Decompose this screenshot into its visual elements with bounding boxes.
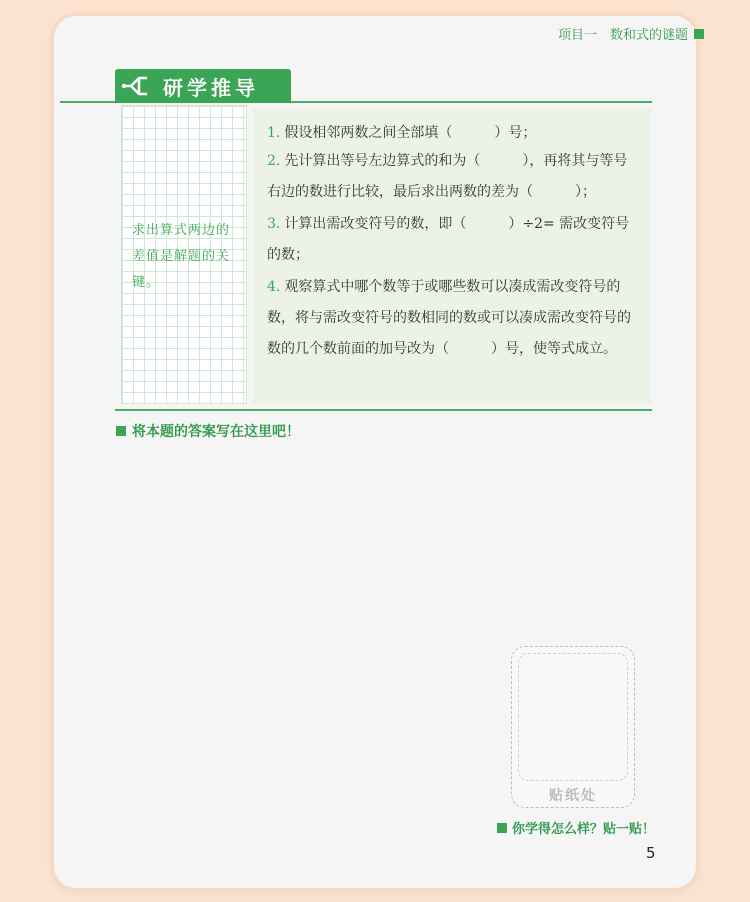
section-title-tab <box>115 69 291 103</box>
step-number: 1. <box>267 125 281 141</box>
steps-panel <box>253 108 651 404</box>
sticker-frame <box>518 653 628 781</box>
step-text: 计算出需改变符号的数，即（ ）÷2= 需改变符号的数； <box>267 216 630 263</box>
sticker-area[interactable] <box>511 646 635 808</box>
page-header <box>558 24 704 43</box>
step-number: 3. <box>267 216 281 232</box>
step-text: 假设相邻两数之间全部填（ ）号； <box>284 125 537 141</box>
header-square-icon <box>694 29 704 39</box>
step-number: 4. <box>267 279 281 295</box>
prompt-square-icon <box>116 426 126 436</box>
page-number: 5 <box>646 844 656 862</box>
section-title: 研学推导 <box>163 75 259 100</box>
feedback-text: 你学得怎么样？贴一贴！ <box>512 822 656 837</box>
step-number: 2. <box>267 153 281 169</box>
side-note: 求出算式两边的差值是解题的关键。 <box>132 223 231 290</box>
step-item <box>267 118 639 149</box>
step-item <box>267 209 639 271</box>
header-title: 项目一 数和式的谜题 <box>557 28 688 43</box>
section-divider-bottom <box>115 409 652 411</box>
step-item <box>267 272 639 365</box>
step-item <box>267 146 639 208</box>
sticker-label: 贴纸处 <box>549 788 597 804</box>
answer-prompt <box>116 421 300 441</box>
step-text: 先计算出等号左边算式的和为（ ），再将其与等号右边的数进行比较，最后求出两数的差为（ ）； <box>267 153 628 200</box>
step-text: 观察算式中哪个数等于或哪些数可以凑成需改变符号的数，将与需改变符号的数相同的数或可以凑成需改变符号的数的几个数前面的加号改为（ ）号，使等式成立。 <box>267 279 631 357</box>
feedback-prompt <box>497 818 655 837</box>
feedback-square-icon <box>497 823 507 833</box>
answer-prompt-text: 将本题的答案写在这里吧！ <box>132 424 300 440</box>
branch-arrow-icon <box>115 69 155 103</box>
